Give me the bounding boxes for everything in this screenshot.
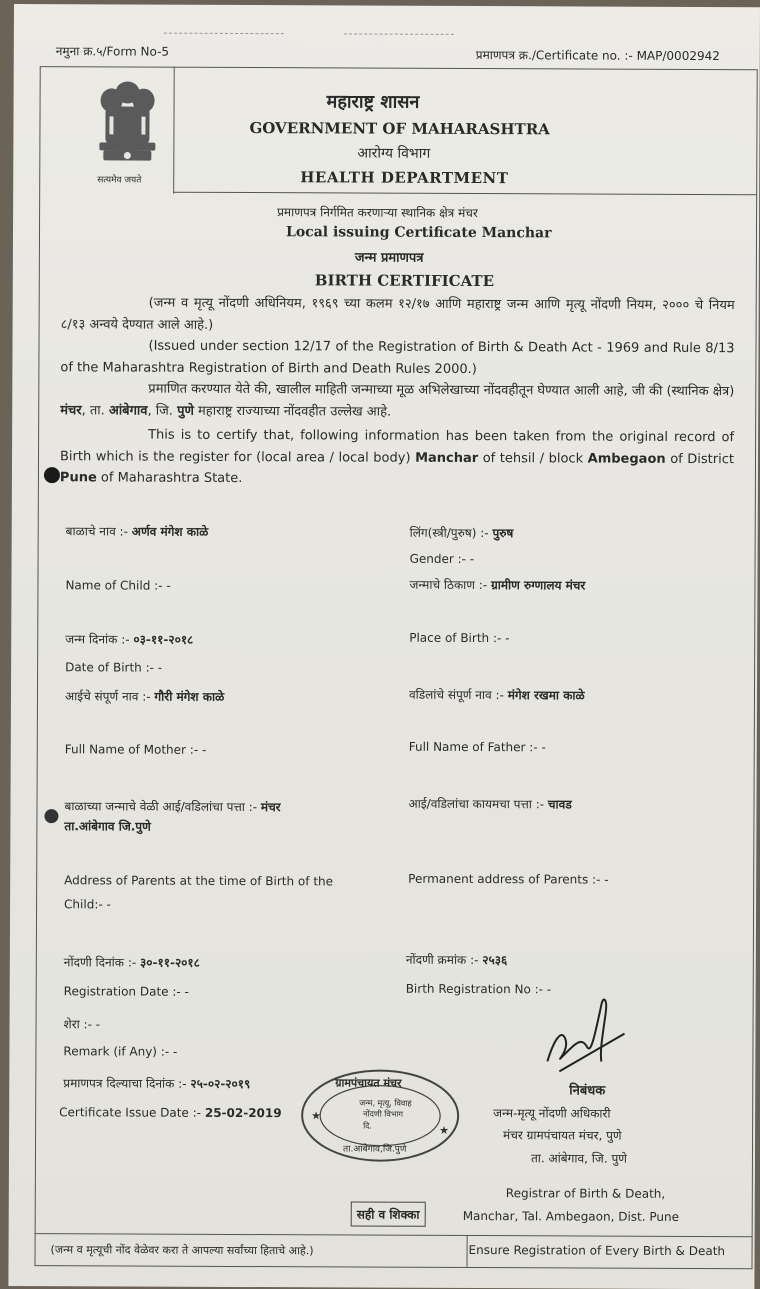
- stamp-top-text: ग्रामपंचायत मंचर: [335, 1076, 402, 1090]
- child-name-marathi: बाळाचे नाव :- अर्णव मंगेश काळे: [65, 524, 209, 539]
- gender-english: Gender :- -: [409, 551, 475, 567]
- registrar-line-1: जन्म-मृत्यू नोंदणी अधिकारी: [493, 1106, 611, 1121]
- father-marathi: वडिलांचे संपूर्ण नाव :- मंगेश रखमा काळे: [408, 687, 585, 703]
- marathi-act-paragraph: (जन्म व मृत्यू नोंदणी अधिनियम, १९६९ च्या कलम १२/१७ आणि महाराष्ट्र जन्म आणि मृत्यू नोंदणी नियम, २००० चे नियम ८/१३ अन्वये देण्यात आले आहे.): [60, 295, 735, 333]
- remark-english: Remark (if Any) :- -: [63, 1044, 178, 1059]
- registration-date-english: Registration Date :- -: [63, 984, 189, 999]
- registration-number-english: Birth Registration No :- -: [405, 981, 552, 997]
- birth-address-marathi: बाळाच्या जन्माचे वेळी आई/वडिलांचा पत्ता :- मंचर: [64, 799, 281, 815]
- registration-number-marathi: नोंदणी क्रमांक :- २५३६: [405, 952, 508, 968]
- registrar-line-3: ता. आंबेगाव, जि. पुणे: [530, 1151, 627, 1166]
- registration-date-marathi: नोंदणी दिनांक :- ३०-११-२०१८: [63, 955, 200, 970]
- govt-title-english: GOVERNMENT OF MAHARASHTRA: [249, 119, 550, 139]
- govt-title-marathi: महाराष्ट्र शासन: [326, 91, 420, 113]
- english-act-paragraph: (Issued under section 12/17 of the Registration of Birth & Death Act - 1969 and Rule 8/13 of the Maharashtra Registration of Birth and Death Rules 2000.): [60, 338, 735, 377]
- father-english: Full Name of Father :- -: [408, 739, 546, 755]
- emblem-motto: सत्यमेव जयते: [97, 175, 142, 186]
- dob-english: Date of Birth :- -: [65, 660, 163, 675]
- dept-title-english: HEALTH DEPARTMENT: [300, 168, 509, 188]
- marathi-certify-paragraph: प्रमाणित करण्यात येते की, खालील माहिती जन्माच्या मूळ अभिलेखाच्या नोंदवहीतून घेण्यात आली आहे, जी की (स्थानिक क्षेत्र) मंचर, ता. आंबेगाव, जि. पुणे महाराष्ट्र राज्याच्या नोंदवहीत उल्लेख आहे.: [60, 381, 735, 420]
- stamp-bottom-text: ता.आंबेगाव,जि.पुणे: [342, 1144, 407, 1155]
- svg-text:★: ★: [311, 1109, 322, 1123]
- permanent-address-english: Permanent address of Parents :- -: [408, 871, 609, 887]
- registrar-title-marathi: निबंधक: [569, 1083, 606, 1099]
- certificate-number: प्रमाणपत्र क्र./Certificate no. :- MAP/0002942: [475, 48, 720, 64]
- perforation-line: [164, 33, 284, 35]
- registrar-line-2: मंचर ग्रामपंचायत मंचर, पुणे: [503, 1128, 622, 1143]
- registrar-place-english: Manchar, Tal. Ambegaon, Dist. Pune: [462, 1208, 680, 1224]
- birth-address-english-2: Child:- -: [64, 897, 111, 912]
- punch-hole: [44, 809, 58, 823]
- official-stamp: [299, 1067, 461, 1164]
- footer-split: [466, 1235, 467, 1268]
- footer-english-note: Ensure Registration of Every Birth & Death: [468, 1242, 726, 1259]
- stamp-line-2: नोंदणी विभाग: [363, 1109, 404, 1119]
- permanent-address-marathi: आई/वडिलांचा कायमचा पत्ता :- चावड: [408, 796, 572, 812]
- certificate-sheet: [8, 4, 760, 1289]
- birth-address-english: Address of Parents at the time of Birth of the: [64, 873, 334, 889]
- stamp-line-3: दि.: [363, 1121, 373, 1131]
- dob-marathi: जन्म दिनांक :- ०३-११-२०१८: [65, 632, 194, 647]
- registrar-title-english: Registrar of Birth & Death,: [505, 1186, 666, 1201]
- signature-seal-box: सही व शिक्का: [351, 1201, 426, 1226]
- certificate-title-english: BIRTH CERTIFICATE: [314, 271, 495, 291]
- mother-marathi: आईचे संपूर्ण नाव :- गौरी मंगेश काळे: [64, 689, 225, 704]
- issuer-english: Local issuing Certificate Manchar: [285, 224, 552, 242]
- gender-marathi: लिंग(स्त्री/पुरुष) :- पुरुष: [409, 525, 514, 541]
- perforation-line: [344, 33, 454, 34]
- form-number: नमुना क्र.५/Form No-5: [55, 44, 170, 59]
- certificate-title-marathi: जन्म प्रमाणपत्र: [354, 250, 424, 266]
- signature-scribble: [529, 991, 629, 1081]
- birth-address-value: ता.आंबेगाव जि.पुणे: [64, 819, 151, 834]
- punch-hole: [44, 467, 60, 483]
- footer-marathi-note: (जन्म व मृत्यूची नोंद वेळेवर करा ते आपल्या सर्वांच्या हिताचे आहे.): [50, 1243, 314, 1258]
- ashoka-emblem-icon: [87, 76, 167, 176]
- mother-english: Full Name of Mother :- -: [64, 742, 207, 757]
- issue-date-english: Certificate Issue Date :- 25-02-2019: [59, 1105, 282, 1121]
- birth-place-english: Place of Birth :- -: [409, 630, 510, 646]
- english-certify-paragraph: This is to certify that, following information has been taken from the original record of Birth which is the register for (local area / local body) Manchar of tehsil / block Ambegaon of District Pune of Maharashtra State.: [59, 427, 735, 487]
- remark-marathi: शेरा :- -: [63, 1017, 101, 1032]
- issue-date-marathi: प्रमाणपत्र दिल्याचा दिनांक :- २५-०२-२०१९: [63, 1076, 251, 1092]
- birth-place-marathi: जन्माचे ठिकाण :- ग्रामीण रुग्णालय मंचर: [409, 577, 586, 593]
- stamp-line-1: जन्म, मृत्यू, विवाह: [359, 1098, 412, 1108]
- dept-title-marathi: आरोग्य विभाग: [357, 145, 431, 162]
- svg-text:★: ★: [439, 1123, 449, 1137]
- child-name-english: Name of Child :- -: [65, 578, 171, 593]
- issuer-marathi: प्रमाणपत्र निर्गमित करणाऱ्या स्थानिक क्षेत्र मंचर: [277, 205, 478, 221]
